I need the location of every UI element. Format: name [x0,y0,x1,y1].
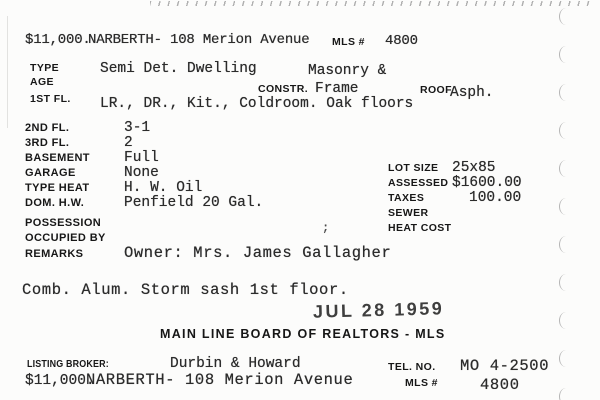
field-value: Full [124,150,159,166]
top-perforation-edge [150,1,592,6]
field-label: TYPE HEAT [25,182,90,194]
perforation-mark [559,160,573,177]
field-label: DOM. H.W. [25,197,85,209]
roof-label: ROOF [420,84,452,96]
field-label: GARAGE [25,167,76,179]
tel-label: TEL. NO. [388,361,436,373]
first-fl-value: LR., DR., Kit., Coldroom. Oak floors [100,96,414,112]
header-mls-label: MLS # [332,36,365,48]
board-of-realtors-line: MAIN LINE BOARD OF REALTORS - MLS [160,327,446,341]
footer-mls-number: 4800 [480,376,520,394]
field-value: 3-1 [124,120,151,136]
header-price: $11,000. [25,32,91,48]
field-value: 25x85 [452,160,496,176]
perforation-mark [559,8,573,25]
field-label: OCCUPIED BY [25,232,106,244]
date-stamp: JUL 28 1959 [312,298,445,322]
perforation-mark [559,46,573,63]
field-value: Owner: Mrs. James Gallagher [124,244,392,262]
field-value: $1600.00 [452,175,522,191]
field-label: TAXES [388,192,425,204]
left-fold-line [7,16,8,128]
field-label: 2ND FL. [25,122,70,134]
constr-label: CONSTR. [258,83,309,95]
stray-typed-mark: ; [322,221,330,235]
storm-sash-note: Comb. Alum. Storm sash 1st floor. [22,281,349,299]
field-value: 2 [124,135,133,151]
field-label: SEWER [388,207,429,219]
age-label: AGE [30,76,54,88]
field-value: None [124,165,159,181]
broker-label: LISTING BROKER: [27,358,109,370]
perforation-mark [559,274,573,291]
broker-value: Durbin & Howard [170,356,301,372]
field-label: ASSESSED [388,177,449,189]
constr-value: Frame [315,81,359,97]
roof-value: Asph. [450,85,494,101]
type-value: Semi Det. Dwelling [100,61,257,77]
type-label: TYPE [30,62,60,74]
header-location: NARBERTH- 108 Merion Avenue [88,32,310,48]
perforation-mark [559,312,573,329]
field-label: BASEMENT [25,152,90,164]
perforation-mark [559,84,573,101]
footer-price: $11,000. [25,373,95,389]
tel-value: MO 4-2500 [460,357,550,375]
footer-mls-label: MLS # [405,377,438,389]
field-value: Penfield 20 Gal. [124,195,264,211]
footer-location: NARBERTH- 108 Merion Avenue [86,371,354,389]
perforation-mark [559,122,573,139]
perforation-mark [559,388,573,400]
field-label: HEAT COST [388,222,452,234]
field-label: LOT SIZE [388,162,439,174]
perforation-mark [559,350,573,367]
field-value: 100.00 [469,190,522,206]
first-fl-label: 1ST FL. [30,93,71,105]
field-label: POSSESSION [25,217,102,229]
field-label: REMARKS [25,248,84,260]
perforation-mark [559,198,573,215]
constr-extra: Masonry & [308,63,387,79]
header-mls-number: 4800 [385,33,418,49]
field-label: 3RD FL. [25,137,70,149]
field-value: H. W. Oil [124,180,203,196]
perforation-mark [559,236,573,253]
